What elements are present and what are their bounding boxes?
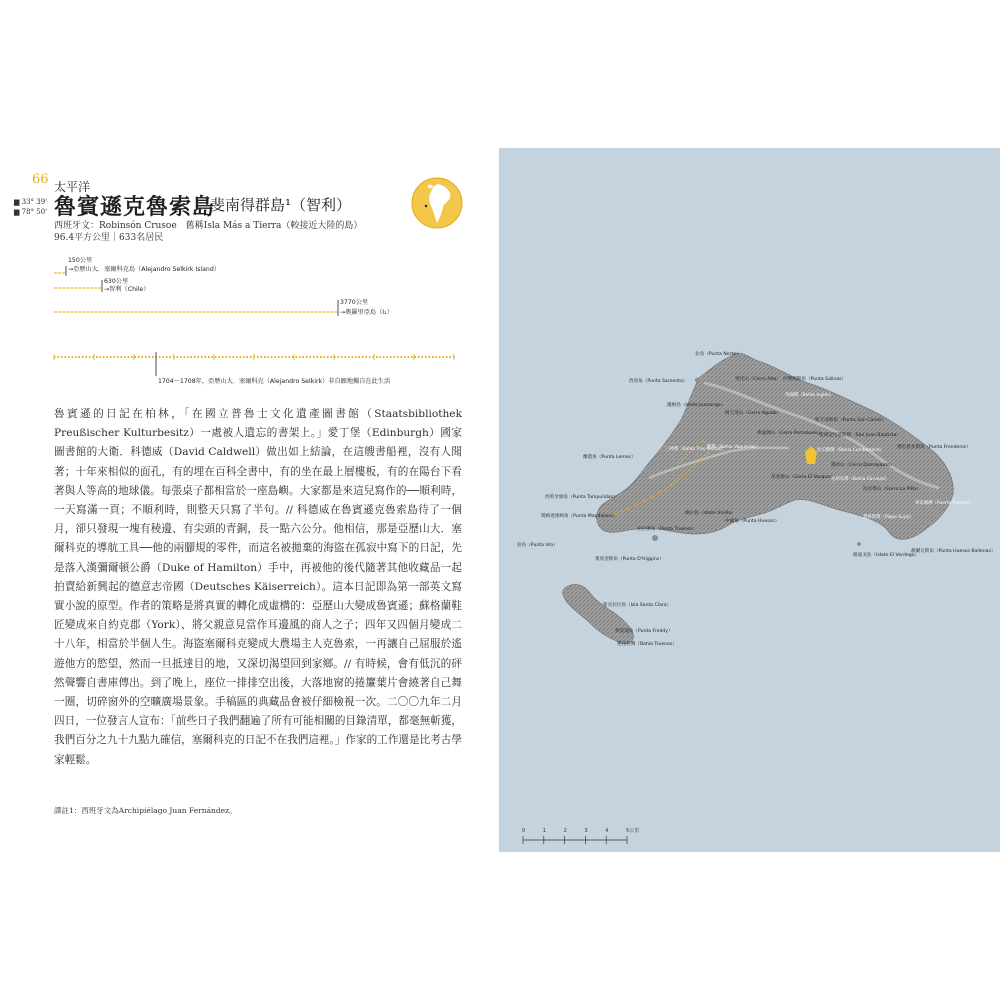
meta-stats: 96.4平方公里｜633名居民 xyxy=(54,233,164,243)
map-place-label: 西南角（Punta Sarnenta） xyxy=(629,379,688,384)
map-place-label: 奧希金斯角（Punta O'Higgins） xyxy=(595,557,664,562)
distance-1-label: →亞歷山大．塞爾科克島（Alejandro Selkirk Island） xyxy=(68,266,220,273)
map-place-label: 維拉島（Islote Vinilla） xyxy=(685,511,736,516)
map-place-label: 聖胡安包蒂斯塔（San Juan Bautista） xyxy=(819,433,901,438)
map-place-label: 坎伯蘭灣（Bahía Cumberland） xyxy=(817,448,885,453)
map-place-label: 瑪格達連納角（Punta Magdalena） xyxy=(541,514,618,519)
scale-tick-label: 3 xyxy=(584,828,588,834)
map-place-label: 聖托拉灣（Bahía Truenos） xyxy=(617,642,677,647)
map-place-label: 島角（Punta Isla） xyxy=(517,543,558,548)
map-place-label: 聖克拉拉島（Isla Santa Clara） xyxy=(603,603,672,608)
distance-1-value: 150公里 xyxy=(68,257,93,264)
map-place-label: 奧托山（Cerro Alto） xyxy=(735,377,781,382)
distance-2-label: →智利（Chile） xyxy=(104,286,150,293)
map-place-label: 弗雷爾灣（Puerto Francés） xyxy=(915,501,974,506)
distance-3-value: 3770公里 xyxy=(340,299,369,306)
map-place-label: 三林灣（Bahía Tres Puntas） xyxy=(665,447,726,452)
islet xyxy=(695,378,699,382)
map-place-label: 聖胡安灣（Bahía Carvajal） xyxy=(831,477,890,482)
islet xyxy=(652,535,658,541)
map-place-label: 拉皮塔山（Cerro La Piña） xyxy=(863,487,921,492)
scale-tick-label: 2 xyxy=(563,828,567,834)
santa-clara-island xyxy=(563,585,633,644)
map-place-label: 佛里恩多斯角（Punta Frenderos） xyxy=(897,445,971,450)
page-subtitle: 斐南得群島¹（智利） xyxy=(210,196,352,214)
map-place-label: 費格斯灣（Pique Supe） xyxy=(863,515,914,520)
longitude: 78° 50' xyxy=(21,208,48,216)
scale-tick-label: 1 xyxy=(542,828,546,834)
map-place-label: 蘭農角（Punta Lemos） xyxy=(583,455,636,460)
island-map xyxy=(499,148,1000,852)
map-place-label: 弗迪瑪山（Cerro Portezuelo） xyxy=(757,431,823,436)
map-place-label: 沙利納斯角（Punta Salinas） xyxy=(783,377,847,382)
globe-icon xyxy=(410,176,464,230)
map-place-label: 托拉斯角（Punta Truenos） xyxy=(637,527,698,532)
meta-names: 西班牙文：Robinsón Crusoe 舊稱Isla Más a Tierra（較接近大陸的島） xyxy=(54,221,363,231)
footnote: 譯註1：西班牙文為Archipiélago Juan Fernández。 xyxy=(54,806,237,815)
map-place-label: 維迪戈島（Islote El Verdego） xyxy=(853,553,920,558)
article-body: 魯賓遜的日記在柏林，「在國立普魯士文化遺產圖書館（Staatsbibliothek Preußischer Kulturbesitz）一處被人遺忘的書架上。」愛丁堡（Edinburgh）國家圖書館的大衛．科德威（David Caldwell）做出如上結論，在這艘書船裡，沒有人聞著；十年來相似的面孔，有的埋在百科全書中，有的坐在最上層樓板，有的在陽台下看著與人等高的地球儀。每張桌子都相當於一座島嶼。大家都是來這兒寫作的──順利時，一天寫滿一頁；不順利時，則整天只寫了半句。// 科德威在魯賓遜克魯索島待了一個月，卻只發現一塊有稜邊、有尖頭的青銅，長一點六公分。他相信，那是亞歷山大．塞爾科克的導航工具──他的兩腳規的零件，而這名被拋棄的海盜在孤寂中寫下的日記，先是落入漢彌爾頓公爵（Duke of Hamilton）手中，再被他的後代隨著其他收藏品一起拍賣給新興起的德意志帝國（Deutsches Käiserreich）。這本日記即為第一部英文寫實小說的原型。作者的策略是將真實的轉化成虛構的：亞歷山大變成魯賓遜；蘇格蘭鞋匠變成來自約克郡（York）、將父親意見當作耳邊風的商人之子；四年又四個月變成二十八年，相當於半個人生。海盜塞爾科克變成大農場主人克魯索，一再讓自己屈服於遙遊他方的慾望，然而一旦抵達目的地，又深切渴望回到家鄉。// 有時候，會有低沉的砰然聲響自書庫傳出。到了晚上，座位一排排空出後，大落地窗的捲簾葉片會繞著自己舞一圈，切碎窗外的空曠廣場景象。手稿區的典藏品會被仔細檢視一次。二〇〇九年二月四日，一位發言人宣布：「前些日子我們翻遍了所有可能相關的目錄清單，都毫無斬獲，我們百分之九十九點九確信，塞爾科克的日記不在我們這裡。」作家的工作還是比考古學家輕鬆。 xyxy=(54,408,462,766)
map-place-label: 西班牙旗角（Punta Tampulidas） xyxy=(545,495,618,500)
map-place-label: 范奎斯山（Cerro El Vasquez） xyxy=(771,475,838,480)
distance-diagram xyxy=(40,250,470,390)
distance-2-value: 630公里 xyxy=(104,278,129,285)
map-place-label: 鹽灣（Bahía Vaquerias） xyxy=(707,445,760,450)
scale-tick-label: 0 xyxy=(522,828,526,834)
page-title: 魯賓遜克魯索島 xyxy=(54,194,216,220)
scale-tick-label: 5公里 xyxy=(626,828,640,834)
timeline-label: 1704～1708年，亞歷山大．塞爾科克（Alejandro Selkirk）非自願地獨自在此生活 xyxy=(158,378,391,385)
coordinates: ▆ 33° 39' ▆ 78° 50' xyxy=(14,197,48,216)
map-place-label: 阿吉洛山（Cerro Agudo） xyxy=(725,411,782,416)
latitude: 33° 39' xyxy=(21,198,48,206)
page-number: 66 xyxy=(32,172,49,187)
map-place-label: 鄧肯山（Cerro Damayanto） xyxy=(831,463,895,468)
map-place-label: 弗雷迪角（Punta Freddy） xyxy=(615,629,673,634)
islet xyxy=(857,542,861,546)
map-place-label: 中國角（Punta Huesos） xyxy=(725,519,780,524)
map-place-label: 英國灣（Bahía Inglés） xyxy=(785,393,834,398)
map-place-label: 北角（Punta Norte） xyxy=(695,352,741,357)
map-place-label: 赫爾瓦斯角（Punta Huesos Ballenas） xyxy=(911,549,996,554)
scale-tick-label: 4 xyxy=(605,828,609,834)
distance-3-label: →奧羅里亞島（I₂） xyxy=(340,309,393,316)
scale-bar xyxy=(522,827,639,844)
region-label: 太平洋 xyxy=(54,180,91,194)
map-panel xyxy=(499,148,1000,852)
map-place-label: 瓊納島（Islote Juanango） xyxy=(667,403,726,408)
map-place-label: 聖卡洛斯角（Punta San Carlos） xyxy=(815,418,887,423)
